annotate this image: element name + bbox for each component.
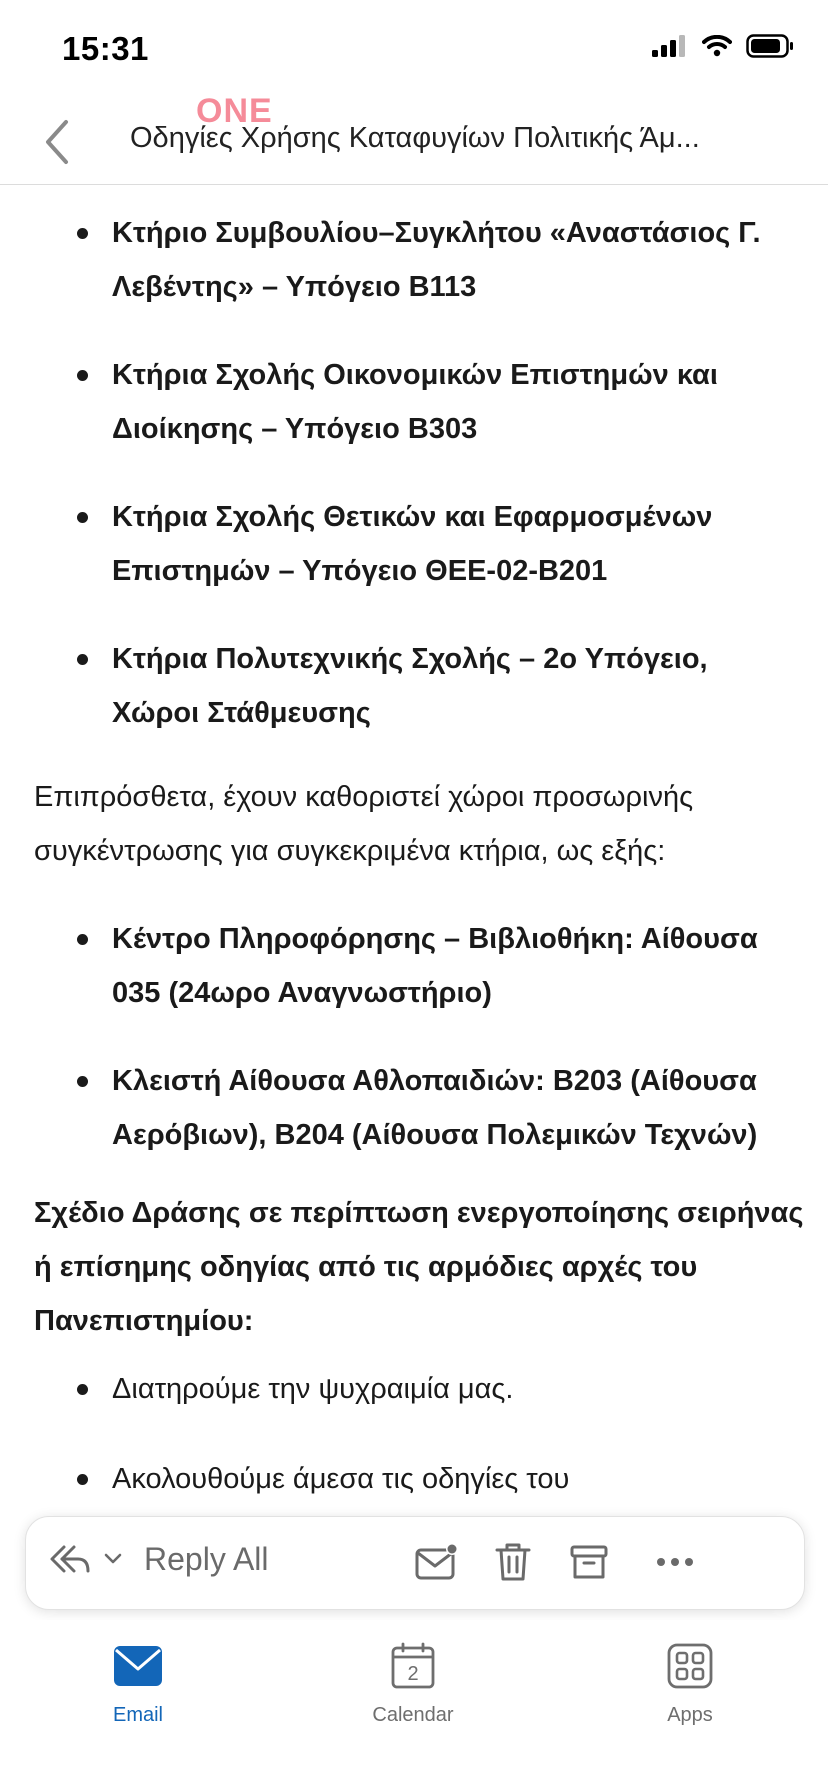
list-item: Κλειστή Αίθουσα Αθλοπαιδιών: Β203 (Αίθουσα Αερόβιων), Β204 (Αίθουσα Πολεμικών Τεχνών) — [112, 1054, 802, 1162]
paragraph: Επιπρόσθετα, έχουν καθοριστεί χώροι προσωρινής συγκέντρωσης για συγκεκριμένα κτήρια, ως εξής: — [34, 781, 694, 867]
list-item: Διατηρούμε την ψυχραιμία μας. — [112, 1362, 802, 1416]
reply-all-button[interactable] — [48, 1539, 269, 1579]
apps-grid-icon — [667, 1643, 713, 1689]
list-item: Κτήρια Σχολής Οικονομικών Επιστημών και Διοίκησης – Υπόγειο Β303 — [112, 348, 802, 456]
tab-calendar[interactable] — [323, 1640, 503, 1727]
status-time: 15:31 — [62, 30, 149, 67]
mark-unread-icon — [414, 1542, 460, 1582]
trash-icon — [493, 1541, 533, 1583]
more-icon — [655, 1556, 695, 1568]
list-item: Κέντρο Πληροφόρησης – Βιβλιοθήκη: Αίθουσα 035 (24ωρο Αναγνωστήριο) — [112, 912, 802, 1020]
tab-apps-label: Apps — [667, 1704, 713, 1726]
calendar-date-number: 2 — [407, 1663, 419, 1685]
reply-all-icon — [48, 1539, 92, 1579]
section-heading: Σχέδιο Δράσης σε περίπτωση ενεργοποίησης σειρήνας ή επίσημης οδηγίας από τις αρμόδιες αρχές του Πανεπιστημίου: — [34, 1197, 804, 1337]
tab-email[interactable] — [48, 1640, 228, 1727]
tab-apps[interactable] — [600, 1640, 780, 1727]
tab-email-label: Email — [112, 1704, 163, 1726]
tab-bar — [0, 1620, 828, 1792]
reply-all-label: Reply All — [144, 1540, 269, 1577]
mail-icon — [113, 1645, 163, 1687]
delete-button[interactable] — [490, 1539, 536, 1585]
calendar-icon — [390, 1642, 436, 1690]
list-item: Κτήρια Σχολής Θετικών και Εφαρμοσμένων Επιστημών – Υπόγειο ΘΕΕ-02-Β201 — [112, 490, 802, 598]
cellular-signal-icon — [652, 35, 688, 57]
status-bar — [0, 0, 828, 100]
email-body — [0, 184, 828, 1524]
nav-bar — [0, 92, 828, 185]
wifi-icon — [702, 35, 732, 57]
chevron-down-icon[interactable] — [102, 1548, 124, 1570]
email-subject-title: Οδηγίες Χρήσης Καταφυγίων Πολιτικής Άμ... — [130, 122, 700, 154]
tab-calendar-label: Calendar — [372, 1704, 454, 1726]
archive-icon — [569, 1542, 609, 1582]
back-button[interactable] — [36, 114, 80, 170]
more-options-button[interactable] — [652, 1539, 698, 1585]
reply-action-bar — [25, 1516, 805, 1610]
brand-logo: ONE — [196, 92, 273, 130]
battery-icon — [746, 34, 794, 58]
archive-button[interactable] — [566, 1539, 612, 1585]
list-item: Κτήρια Πολυτεχνικής Σχολής – 2ο Υπόγειο, Χώροι Στάθμευσης — [112, 632, 802, 740]
chevron-left-icon — [36, 114, 80, 170]
list-item: Ακολουθούμε άμεσα τις οδηγίες του — [112, 1452, 802, 1506]
status-icons — [652, 34, 794, 58]
mark-unread-button[interactable] — [414, 1539, 460, 1585]
list-item: Κτήριο Συμβουλίου–Συγκλήτου «Αναστάσιος Γ. Λεβέντης» – Υπόγειο Β113 — [112, 206, 802, 314]
